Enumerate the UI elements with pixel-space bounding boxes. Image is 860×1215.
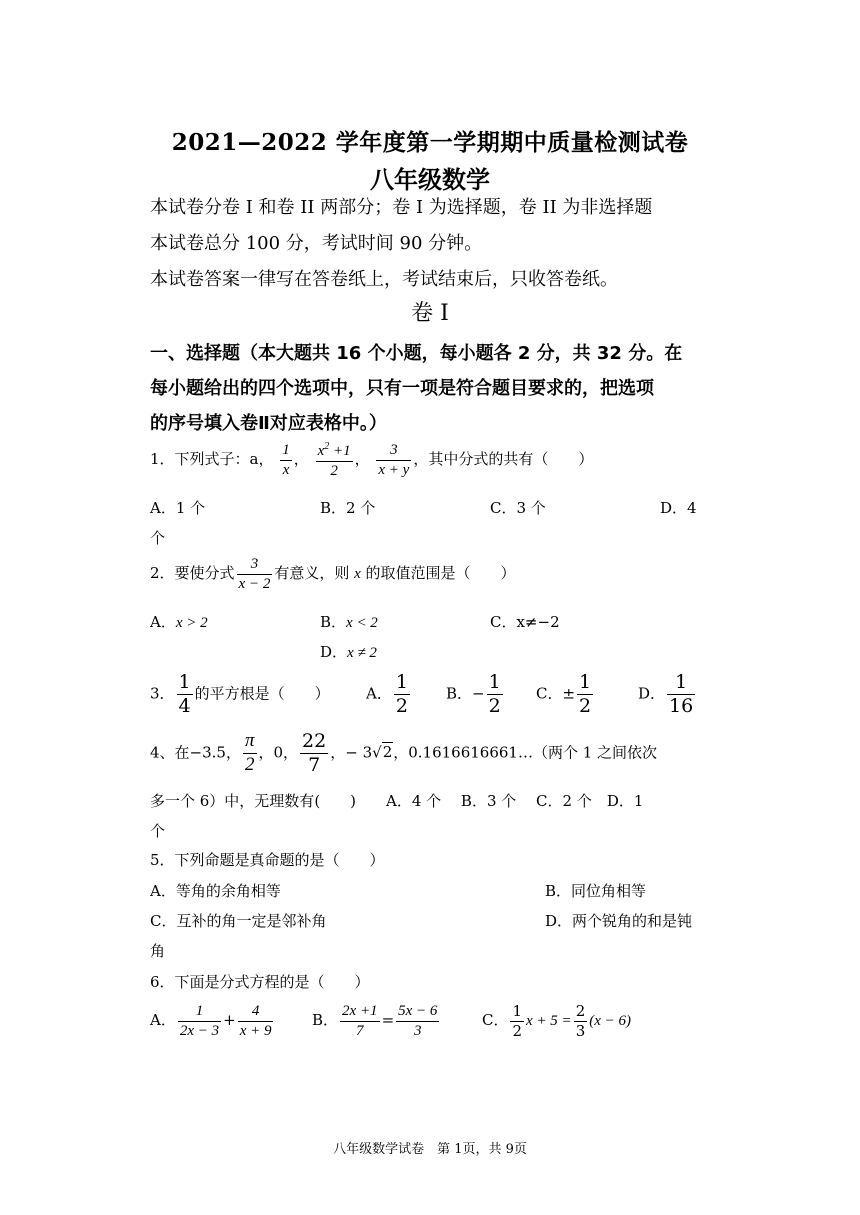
sqrt-icon: √ — [372, 743, 382, 762]
q1-wrap: 个 — [150, 529, 166, 547]
q1-option-d: D．4 — [660, 499, 697, 517]
exam-title: 2021—2022 学年度第一学期期中质量检测试卷 — [171, 129, 689, 156]
q5-option-d: D．两个锐角的和是钝 — [545, 912, 693, 930]
q3-option-c: C．± $\frac{1}{2}$ — [536, 671, 592, 717]
question-2: 2．要使分式 $\frac{3}{x - 2}$ 有意义，则 x 的取值范围是（ ） — [150, 556, 516, 592]
page-footer: 八年级数学试卷 第 1页，共 9页 — [333, 1142, 527, 1157]
fraction-22-over-7: $\frac{22}{7}$ — [302, 730, 327, 776]
section-heading-line-1: 一、选择题（本大题共 16 个小题，每小题各 2 分，共 32 分。在 — [150, 343, 683, 364]
q2-option-d: D．x ≠ 2 — [320, 643, 377, 661]
fraction-1-over-x: $\frac{1}{x}$ — [282, 442, 290, 478]
q2-option-a: A．x > 2 — [150, 613, 208, 631]
section-heading-line-2: 每小题给出的四个选项中，只有一项是符合题目要求的，把选项 — [150, 378, 654, 399]
question-5: 5．下列命题是真命题的是（ ） — [150, 851, 385, 869]
q2-option-c: C．x≠−2 — [490, 613, 560, 631]
q5-option-a: A．等角的余角相等 — [150, 882, 281, 900]
q6-option-b: B． $\frac{2x +1}{7}$ = $\frac{5x - 6}{3}$ — [312, 1003, 438, 1039]
question-1: 1．下列式子：a， $\frac{1}{x}$ ， $\frac{x^2 +1}{2}$ ， $\frac{3}{x + y}$ ，其中分式的共有（ ） — [150, 441, 594, 479]
exam-subtitle: 八年级数学 — [370, 165, 490, 194]
q5-option-b: B．同位角相等 — [545, 882, 647, 900]
section-heading-line-3: 的序号填入卷Ⅱ对应表格中。） — [150, 413, 387, 434]
q4-line-3: 个 — [150, 822, 166, 840]
q6-option-c: C． $\frac{1}{2}$ x + 5 = $\frac{2}{3}$ (x − 6) — [482, 1002, 632, 1040]
fraction-3-over-x-minus-2: $\frac{3}{x - 2}$ — [238, 556, 271, 592]
q1-option-a: A．1 个 — [150, 499, 206, 517]
volume-heading: 卷 I — [411, 301, 449, 326]
q4-line-2: 多一个 6）中，无理数有( ) A．4 个 B．3 个 C．2 个 D．1 — [150, 792, 644, 810]
fraction-pi-over-2: $\frac{\pi}{2}$ — [244, 730, 255, 775]
fraction-1-over-4: $\frac{1}{4}$ — [178, 671, 191, 717]
q3-option-d: D． $\frac{1}{16}$ — [638, 671, 694, 717]
question-6: 6．下面是分式方程的是（ ） — [150, 973, 370, 991]
q6-option-a: A． $\frac{1}{2x - 3}$ + $\frac{4}{x + 9}$ — [150, 1003, 272, 1039]
q3-option-b: B．− $\frac{1}{2}$ — [446, 671, 501, 717]
fraction-3-over-x-plus-y: $\frac{3}{x + y}$ — [378, 442, 410, 478]
q1-option-c: C．3 个 — [490, 499, 546, 517]
q5-option-c: C．互补的角一定是邻补角 — [150, 912, 327, 930]
q2-option-b: B．x < 2 — [320, 613, 378, 631]
fraction-x2-plus-1: $\frac{x^2 +1}{2}$ — [317, 441, 351, 479]
intro-line-2: 本试卷总分 100 分，考试时间 90 分钟。 — [150, 233, 483, 254]
question-4: 4、在−3.5， $\frac{\pi}{2}$ ，0， $\frac{22}{7}$ ，− 3√2，0.1616616661…（两个 1 之间依次 — [150, 730, 658, 776]
intro-line-1: 本试卷分卷 I 和卷 II 两部分；卷 I 为选择题，卷 II 为非选择题 — [150, 197, 653, 218]
q5-wrap: 角 — [150, 942, 166, 960]
q1-option-b: B．2 个 — [320, 499, 376, 517]
q3-option-a: A． $\frac{1}{2}$ — [366, 671, 408, 717]
question-3: 3． $\frac{1}{4}$ 的平方根是（ ） — [150, 671, 330, 717]
intro-line-3: 本试卷答案一律写在答卷纸上，考试结束后，只收答卷纸。 — [150, 269, 618, 290]
